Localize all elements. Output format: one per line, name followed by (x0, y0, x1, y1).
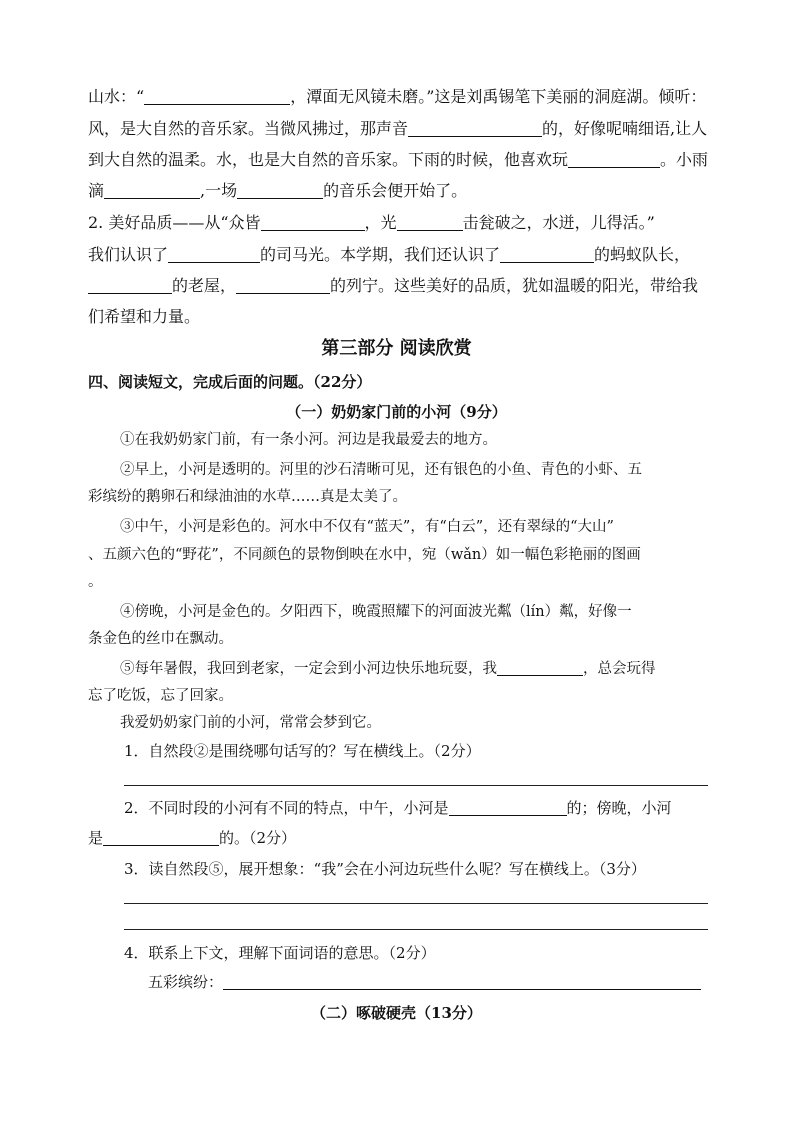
question-3: 3．读自然段⑤，展开想象：“我”会在小河边玩些什么呢？写在横线上。（3分） (124, 860, 646, 878)
paragraph-2: ②早上，小河是透明的。河里的沙石清晰可见，还有银色的小鱼、青色的小虾、五 (120, 462, 642, 478)
answer-blank[interactable] (261, 214, 365, 231)
part-three-title: 第三部分 阅读欣赏 (321, 338, 472, 359)
question-1: 1．自然段②是围绕哪句话写的？写在横线上。（2分） (124, 742, 481, 760)
text: 滴 (88, 181, 105, 200)
paragraph-3-cont: 、五颜六色的“野花”，不同颜色的景物倒映在水中，宛（wǎn）如一幅色彩艳丽的图画 (88, 547, 641, 563)
question-2 (124, 798, 672, 818)
text: 的，好像呢喃细语,让人 (542, 119, 708, 138)
answer-line[interactable] (124, 929, 708, 930)
answer-line[interactable] (124, 785, 708, 786)
text-line (88, 213, 708, 233)
answer-blank[interactable] (497, 661, 583, 676)
passage-one-title: （一）奶奶家门前的小河（9分） (286, 403, 507, 421)
text: 。小雨 (660, 150, 709, 169)
text: 五彩缤纷： (148, 973, 224, 991)
text-line (88, 276, 708, 296)
section-heading: 四、阅读短文，完成后面的问题。（22分） (88, 373, 372, 391)
text: 到大自然的温柔。水，也是大自然的音乐家。下雨的时候，他喜欢玩 (88, 150, 569, 169)
text-line (88, 307, 708, 327)
text: ,一场 (200, 181, 238, 200)
paragraph-6: 我爱奶奶家门前的小河，常常会梦到它。 (120, 715, 381, 731)
text-line (88, 181, 708, 201)
answer-blank[interactable] (397, 214, 463, 231)
text: 是 (88, 829, 104, 847)
answer-blank[interactable] (500, 246, 594, 263)
text: 的列宁。这些美好的品质，犹如温暖的阳光，带给我 (330, 276, 699, 295)
text: 击瓮破之，水迸，儿得活。” (462, 213, 655, 232)
text: 2．不同时段的小河有不同的特点，中午，小河是 (124, 799, 449, 817)
text: 的；傍晚，小河 (566, 799, 672, 817)
question-4: 4．联系上下文，理解下面词语的意思。（2分） (124, 944, 436, 962)
text: 们希望和力量。 (88, 307, 201, 326)
answer-line[interactable] (124, 903, 708, 904)
paragraph-4-cont: 条金色的丝巾在飘动。 (88, 631, 233, 647)
answer-blank[interactable] (237, 182, 323, 199)
text: ，总会玩得 (583, 661, 656, 677)
paragraph-1: ①在我奶奶家门前，有一条小河。河边是我最爱去的地方。 (120, 432, 497, 448)
text: ⑤每年暑假，我回到老家，一定会到小河边快乐地玩耍，我 (120, 661, 497, 677)
text-line (88, 87, 708, 107)
answer-blank[interactable] (568, 151, 660, 168)
paragraph-3-end: 。 (88, 574, 103, 590)
text: 风，是大自然的音乐家。当微风拂过，那声音 (88, 119, 409, 138)
answer-blank[interactable] (223, 973, 701, 990)
text: 山水：“ (88, 87, 145, 106)
answer-blank[interactable] (408, 120, 542, 137)
text: ，潭面无风镜未磨。”这是刘禹锡笔下美丽的洞庭湖。倾听： (290, 87, 707, 106)
text: 的老屋， (172, 276, 237, 295)
question-2-cont (88, 828, 296, 848)
paragraph-4: ④傍晚，小河是金色的。夕阳西下，晚霞照耀下的河面波光粼（lín）粼，好像一 (120, 604, 632, 620)
answer-blank[interactable] (449, 799, 567, 816)
answer-blank[interactable] (236, 277, 330, 294)
text: 2. 美好品质——从“众皆 (88, 213, 261, 232)
text: 的音乐会便开始了。 (323, 181, 468, 200)
text-line (88, 119, 708, 139)
paragraph-5-cont: 忘了吃饭，忘了回家。 (88, 688, 233, 704)
text: 的蚂蚁队长， (594, 245, 691, 264)
text-line (88, 245, 708, 265)
answer-blank[interactable] (103, 829, 219, 846)
text: 我们认识了 (88, 245, 169, 264)
answer-blank[interactable] (104, 182, 200, 199)
passage-two-title: （二）啄破硬壳（13分） (311, 1004, 482, 1022)
text: ，光 (364, 213, 397, 232)
answer-blank[interactable] (144, 88, 290, 105)
text: 的司马光。本学期，我们还认识了 (260, 245, 501, 264)
paragraph-3: ③中午，小河是彩色的。河水中不仅有“蓝天”，有“白云”，还有翠绿的“大山” (120, 519, 614, 535)
answer-blank[interactable] (168, 246, 260, 263)
paragraph-2-cont: 彩缤纷的鹅卵石和绿油油的水草……真是太美了。 (88, 489, 407, 505)
answer-blank[interactable] (88, 277, 172, 294)
text-line (88, 150, 708, 170)
question-4-term (148, 972, 701, 992)
paragraph-5 (120, 660, 742, 678)
text: 的。（2分） (219, 829, 297, 847)
